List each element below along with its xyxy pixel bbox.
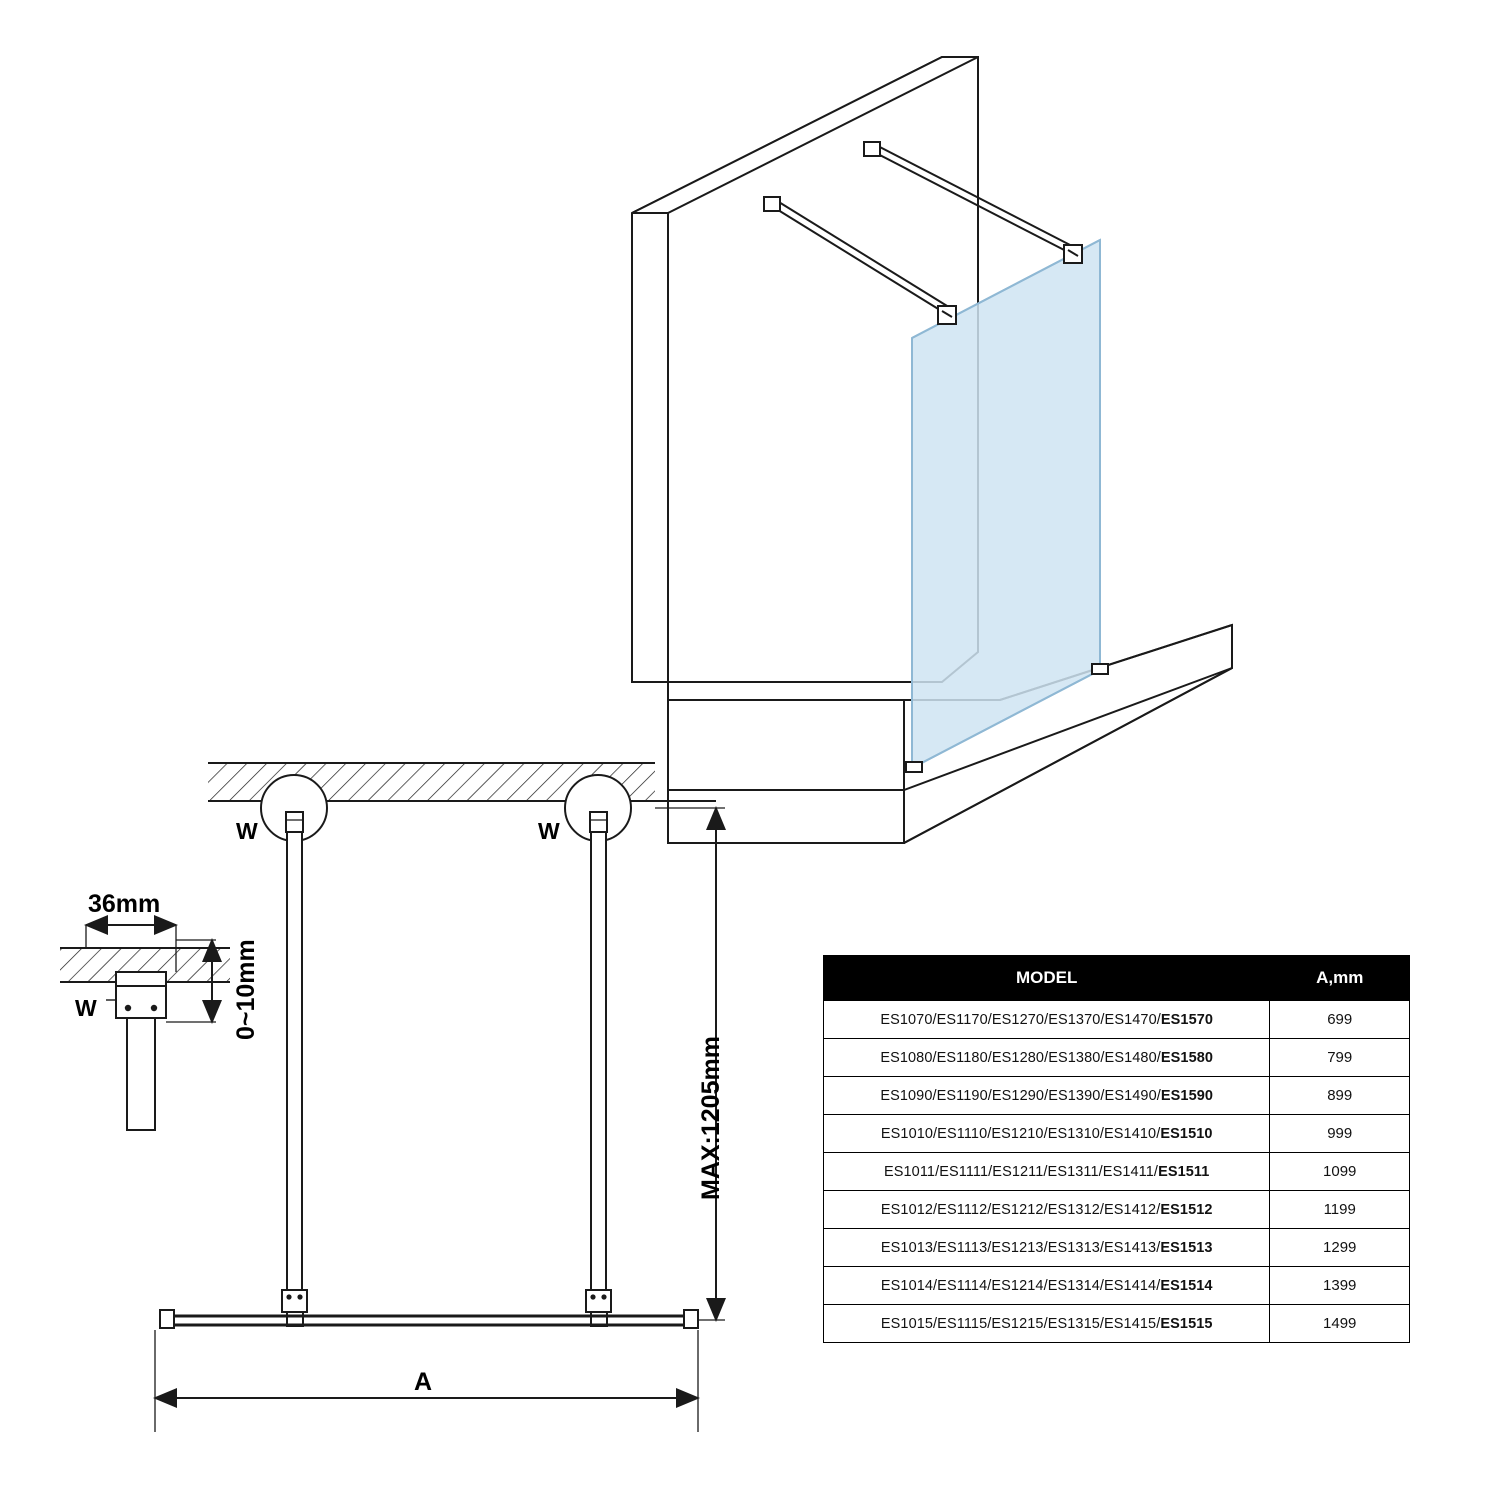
table-body [824,1001,1410,1343]
model-list: ES1015/ES1115/ES1215/ES1315/ES1415/ [880,1315,1161,1332]
cell-model [824,1039,1270,1077]
table-row [824,1191,1410,1229]
model-list: ES1090/ES1190/ES1290/ES1390/ES1490/ [880,1087,1161,1104]
cell-model [824,1229,1270,1267]
model-last: ES1514 [1160,1277,1213,1294]
front-elevation-view [155,763,725,1432]
cell-a-value: 799 [1270,1039,1410,1077]
model-list: ES1070/ES1170/ES1270/ES1370/ES1470/ [880,1011,1161,1028]
table-header-row [824,956,1410,1001]
label-36mm: 36mm [88,890,161,918]
table-row [824,1077,1410,1115]
table-row [824,1001,1410,1039]
label-w-right-top: W [538,818,560,844]
table-row [824,1229,1410,1267]
table-header-a: A,mm [1270,956,1410,1001]
model-list: ES1010/ES1110/ES1210/ES1310/ES1410/ [880,1125,1161,1142]
table-row [824,1115,1410,1153]
cell-model [824,1115,1270,1153]
model-last: ES1515 [1160,1315,1213,1332]
cell-a-value: 899 [1270,1077,1410,1115]
table-row [824,1305,1410,1343]
table-row [824,1267,1410,1305]
model-spec-table [823,955,1410,1343]
label-w-left-top: W [236,818,258,844]
cell-model [824,1077,1270,1115]
label-max-height: MAX:1205mm [697,1036,725,1200]
model-last: ES1590 [1160,1087,1214,1104]
table-row [824,1153,1410,1191]
cell-a-value: 1299 [1270,1229,1410,1267]
model-last: ES1511 [1158,1163,1210,1180]
model-list: ES1012/ES1112/ES1212/ES1312/ES1412/ [880,1201,1161,1218]
model-list: ES1011/ES1111/ES1211/ES1311/ES1411/ [883,1163,1159,1180]
model-last: ES1580 [1160,1049,1214,1066]
cell-a-value: 1499 [1270,1305,1410,1343]
cell-model [824,1267,1270,1305]
cell-model [824,1305,1270,1343]
perspective-view [632,57,1232,843]
label-w-detail: W [75,995,97,1021]
cell-a-value: 1199 [1270,1191,1410,1229]
cell-model [824,1153,1270,1191]
model-list: ES1013/ES1113/ES1213/ES1313/ES1413/ [880,1239,1161,1256]
table-header-model: MODEL [824,956,1270,1001]
model-last: ES1570 [1160,1011,1214,1028]
model-last: ES1512 [1160,1201,1213,1218]
label-dimension-a: A [414,1368,433,1396]
model-last: ES1513 [1160,1239,1213,1256]
cell-a-value: 699 [1270,1001,1410,1039]
detail-view-bracket [60,925,230,1130]
cell-model [824,1001,1270,1039]
cell-a-value: 1099 [1270,1153,1410,1191]
cell-a-value: 999 [1270,1115,1410,1153]
label-0-10mm: 0~10mm [232,939,260,1040]
cell-model [824,1191,1270,1229]
model-list: ES1080/ES1180/ES1280/ES1380/ES1480/ [880,1049,1161,1066]
table-row [824,1039,1410,1077]
model-last: ES1510 [1160,1125,1213,1142]
model-list: ES1014/ES1114/ES1214/ES1314/ES1414/ [880,1277,1161,1294]
cell-a-value: 1399 [1270,1267,1410,1305]
